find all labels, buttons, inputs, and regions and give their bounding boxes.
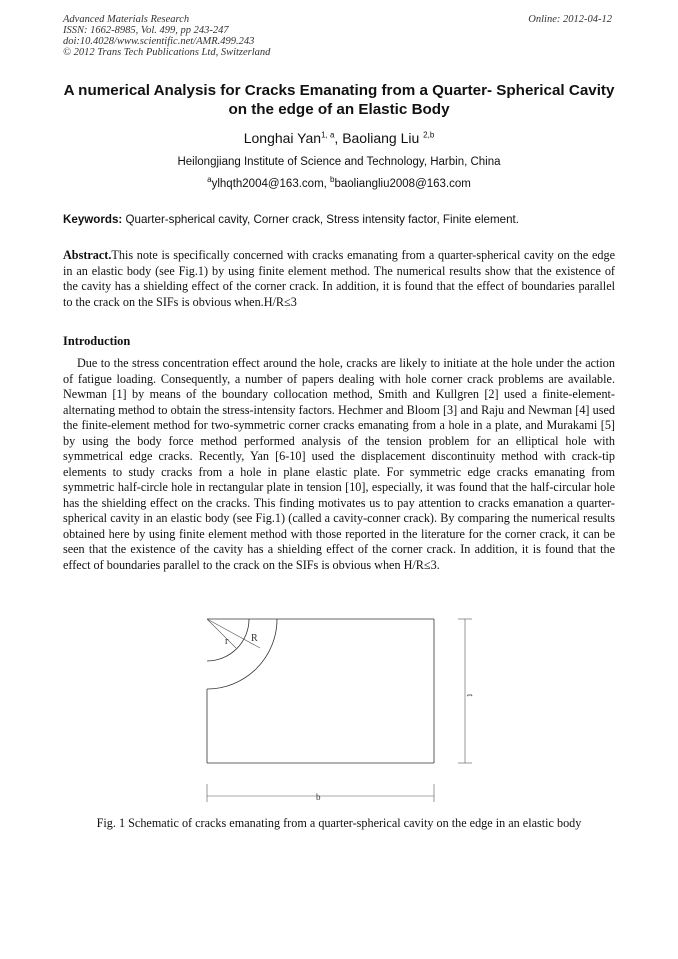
author-2-affil: 2,b [423,130,435,140]
email-a-marker: a [207,175,212,185]
author-separator: , [334,130,343,146]
keywords-label: Keywords: [63,213,123,226]
radius-r-leader [207,619,236,648]
keywords-text: Quarter-spherical cavity, Corner crack, Stress intensity factor, Finite element. [122,213,519,226]
doi-line: doi:10.4028/www.scientific.net/AMR.499.243 [63,36,255,47]
copyright-line: © 2012 Trans Tech Publications Ltd, Switzerland [63,47,271,58]
label-R: R [251,633,258,644]
author-line [63,130,615,146]
paper-title: A numerical Analysis for Cracks Emanating from a Quarter- Spherical Cavity on the edge of an Elastic Body [63,82,615,118]
abstract-label: Abstract. [63,248,112,262]
email-b: baoliangliu2008@163.com [334,178,471,190]
abstract-text: This note is specifically concerned with cracks emanating from a quarter-spherical cavity on the edge in an elastic body (see Fig.1) by using finite element method. The numerical results show that the existence of the cavity has a shielding effect of the corner crack. In addition, it is found that the effect of boundaries parallel to the crack on the SIFs is obvious when.H/R≤3 [63,248,615,309]
email-b-marker: b [330,175,335,185]
journal-header [63,14,270,58]
email-line [63,175,615,190]
keywords [63,213,615,226]
label-t: t [465,694,475,697]
issn-line: ISSN: 1662-8985, Vol. 499, pp 243-247 [63,25,229,36]
author-1: Longhai Yan [243,130,322,146]
figure-schematic [190,612,490,812]
abstract [63,248,615,310]
figure-caption: Fig. 1 Schematic of cracks emanating from a quarter-spherical cavity on the edge in an elastic body [96,816,582,830]
online-date: Online: 2012-04-12 [528,14,612,25]
author-2: Baoliang Liu [342,130,420,146]
author-1-affil: 1, a [321,130,335,140]
intro-heading: Introduction [63,334,131,348]
label-b: b [316,792,321,802]
intro-paragraph: Due to the stress concentration effect around the hole, cracks are likely to initiate at the hole under the action of fatigue loading. Consequently, a number of papers dealing with hole corner crack problems are available. Newman [1] by means of the boundary collocation method, Smith and Kullgren [2] used a finite-element-alternating method to obtain the stress-intensity factors. Hechmer and Bloom [3] and Raju and Newman [4] used the finite-element method for two-symmetric corner cracks emanating from a hole in a plate, and Murakami [5] by using the body force method performed analysis of the tension problem for an elliptical hole with symmetrical edge cracks. Recently, Yan [6-10] used the displacement discontinuity method with crack-tip elements to study cracks from a hole in plane elastic plate. For symmetric edge cracks emanating from symmetric half-circle hole in rectangular plate in tension [10], especially, it was found that the half-circular hole has the shielding effect on the cracks. This finding motivates us to pay attention to cracks emanation a quarter-spherical cavity in an elastic body (see Fig.1) (called a cavity-conner crack). By comparing the numerical results obtained here by using finite element method with those reported in the literature for the corner crack, it can be seen that the existence of the cavity has a shielding effect of the corner crack. In addition, it is found that the effect of boundaries parallel to the crack on the SIFs is obvious when H/R≤3. [63,356,615,572]
affiliation: Heilongjiang Institute of Science and Technology, Harbin, China [177,156,501,168]
email-a: ylhqth2004@163.com, [211,178,331,190]
label-r: r [225,636,229,647]
journal-name: Advanced Materials Research [63,14,190,25]
